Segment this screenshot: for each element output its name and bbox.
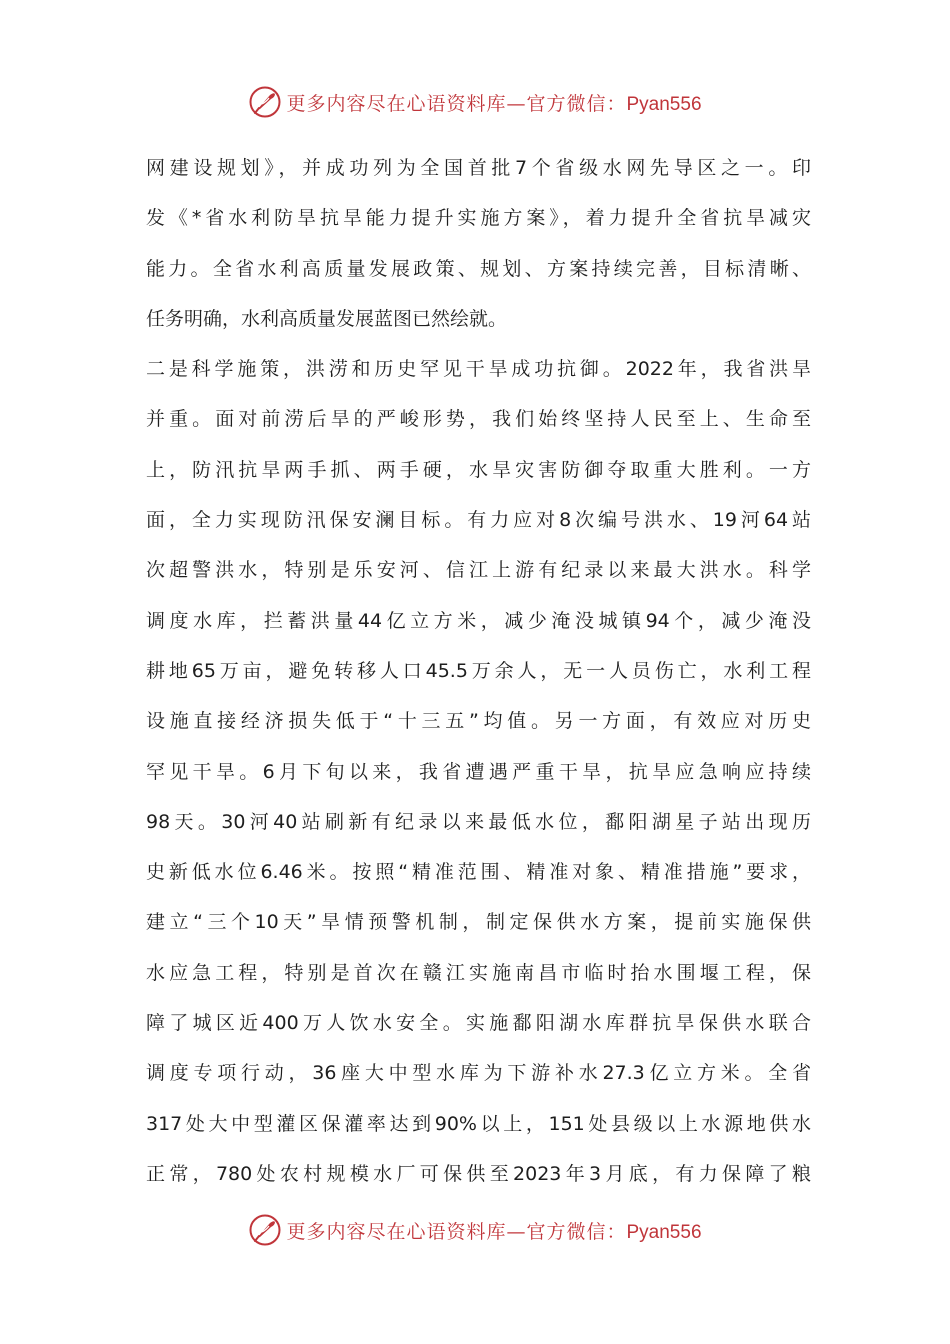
footer-watermark [0,1208,950,1252]
text-line: 障了城区近400万人饮水安全。实施鄱阳湖水库群抗旱保供水联合 [146,1012,811,1035]
wechat-account: Pyan556 [626,1221,702,1243]
text-line: 二是科学施策，洪涝和历史罕见干旱成功抗御。2022年，我省洪旱 [146,358,811,381]
text-line: 调度专项行动，36座大中型水库为下游补水27.3亿立方米。全省 [146,1062,811,1085]
text-line: 史新低水位6.46米。按照“精准范围、精准对象、精准措施”要求， [146,861,811,884]
document-body [146,143,811,1199]
text-line: 能力。全省水利高质量发展政策、规划、方案持续完善，目标清晰、 [146,257,811,280]
quill-logo-icon [248,1213,282,1247]
wechat-account: Pyan556 [626,93,702,115]
text-line: 正常，780处农村规模水厂可保供至2023年3月底，有力保障了粮 [146,1162,811,1185]
text-line: 面，全力实现防汛保安澜目标。有力应对8次编号洪水、19河64站 [146,509,811,532]
text-line: 设施直接经济损失低于“十三五”均值。另一方面，有效应对历史 [146,710,811,733]
text-line: 次超警洪水，特别是乐安河、信江上游有纪录以来最大洪水。科学 [146,559,811,582]
text-line: 任务明确，水利高质量发展蓝图已然绘就。 [146,307,508,330]
quill-logo-icon [248,85,282,119]
text-line: 网建设规划》，并成功列为全国首批7个省级水网先导区之一。印 [146,157,811,179]
text-line: 建立“三个10天”旱情预警机制，制定保供水方案，提前实施保供 [146,911,811,934]
text-line: 98天。30河40站刷新有纪录以来最低水位，鄱阳湖星子站出现历 [146,810,811,833]
watermark-text: 更多内容尽在心语资料库—官方微信：Pyan556 [286,92,702,115]
text-line: 水应急工程，特别是首次在赣江实施南昌市临时抬水围堰工程，保 [146,961,811,984]
text-line: 317处大中型灌区保灌率达到90%以上，151处县级以上水源地供水 [146,1112,811,1135]
header-watermark [0,80,950,124]
text-line: 调度水库，拦蓄洪量44亿立方米，减少淹没城镇94个，减少淹没 [146,609,811,632]
text-line: 耕地65万亩，避免转移人口45.5万余人，无一人员伤亡，水利工程 [146,659,811,682]
text-line: 并重。面对前涝后旱的严峻形势，我们始终坚持人民至上、生命至 [146,408,811,431]
text-line: 罕见干旱。6月下旬以来，我省遭遇严重干旱，抗旱应急响应持续 [146,760,811,783]
watermark-text: 更多内容尽在心语资料库—官方微信：Pyan556 [286,1220,702,1243]
text-line: 发《*省水利防旱抗旱能力提升实施方案》，着力提升全省抗旱减灾 [146,207,811,230]
text-line: 上，防汛抗旱两手抓、两手硬，水旱灾害防御夺取重大胜利。一方 [146,458,811,481]
